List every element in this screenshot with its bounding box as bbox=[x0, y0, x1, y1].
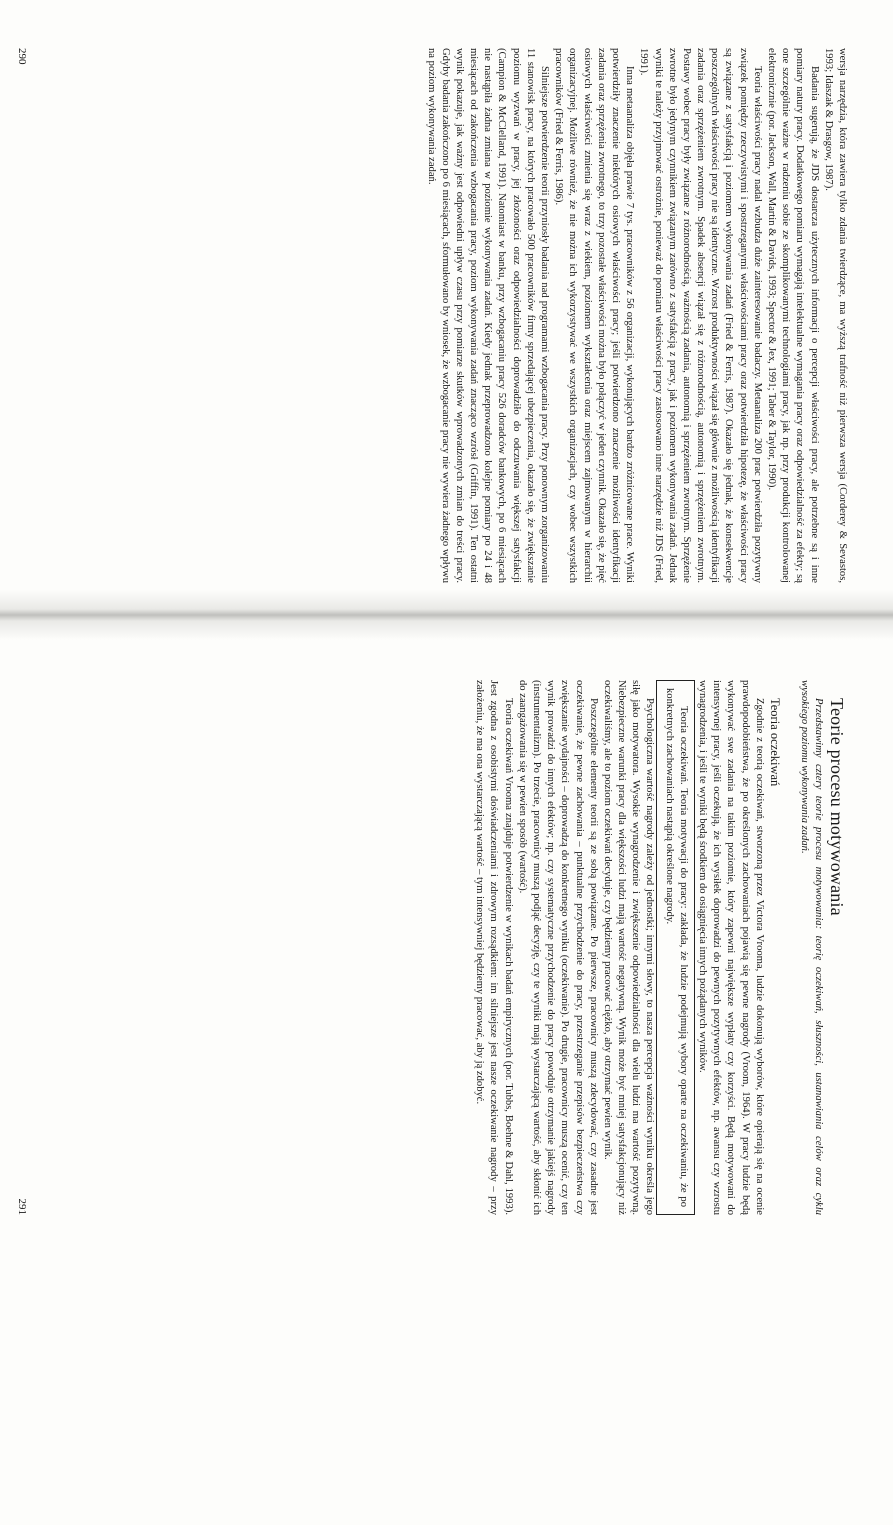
section-intro: Przedstawimy cztery teorie procesu motywowania: teorię oczekiwań, słuszności, ustanawiania celów oraz cyklu wysokiego poziomu wykonywania zadań. bbox=[798, 680, 824, 1215]
definition-box: Teoria oczekiwań. Teoria motywacji do pracy: zakłada, że ludzie podejmują wybory oparte na oczekiwaniu, że po konkretnych zachowaniach nastąpią określone nagrody. bbox=[656, 680, 694, 1215]
right-page-content bbox=[0, 632, 893, 1263]
paragraph: wersja narzędzia, która zawiera tylko zdania twierdzące, ma wyższą trafność niż pierwsza wersja (Corderey & Sevastos, 1993; Idaszak & Drasgow, 1987). bbox=[822, 48, 848, 583]
subsection-heading: Teoria oczekiwań bbox=[767, 698, 782, 787]
paragraph: Teoria oczekiwań Vrooma znajduje potwierdzenie w wynikach badań empirycznych (por. Tubbs, Boehne & Dahl, 1993). Jest zgodna z osobistymi doświadczeniami i zdrowym rozsądkiem: im silniejsze jest nasze oczekiwanie nagrody – przy założeniu, że ma ona wystarczającą wartość – tym intensywniej będziemy pracować, aby ją zdobyć. bbox=[474, 680, 514, 1215]
page-number: 290 bbox=[15, 48, 28, 65]
paragraph: Silniejsze potwierdzenie teorii przyniosły badania nad programami wzbogacania pracy. Przy ponownym zorganizowaniu 11 stanowisk pracy, na których pracowało 500 pracowników firmy sprzedającej ubezpieczenia, okazało się, że zwiększanie poziomu wyzwań w pracy, jej złożoności oraz odpowiedzialności doprowadziło do odczuwania większej satysfakcji (Campion & McClelland, 1991). Natomiast w banku, przy wzbogacaniu pracy 526 doradców bankowych, po 6 miesiącach nie nastąpiła żadna zmiana w poziomie wykonywania zadań. Kiedy jednak przeprowadzono kolejne pomiary po 24 i 48 miesiącach od zakończenia wzbogacania pracy, poziom wykonywania zadań znacząco wzrósł (Griffin, 1991). Ten ostatni wynik pokazuje, jak ważny jest odpowiedni upływ czasu przy pomiarze skutków wprowadzonych zmian do treści pracy. Gdyby badania zakończono po 6 miesiącach, sformułowano by wniosek, że wzbogacanie pracy nie wywiera żadnego wpływu na poziom wykonywania zadań. bbox=[425, 48, 551, 583]
paragraph: Psychologiczna wartość nagrody zależy od jednostki; innymi słowy, to nasza percepcja ważności wyniku określa jego siłę jako motywatora. Wysokie wynagrodzenie i zwiększenie odpowiedzialności dla wielu ludzi ma wartość pozytywną. Niebezpieczne warunki pracy dla większości ludzi mają wartość negatywną. Wynik może być mniej satysfakcjonujący niż oczekiwaliśmy, ale to poziom oczekiwań decyduje, czy będziemy pracować ciężko, aby otrzymać pewien wynik. bbox=[601, 680, 656, 1215]
paragraph: Zgodnie z teorią oczekiwań, stworzoną przez Victora Vrooma, ludzie dokonują wyborów, które opierają się na ocenie prawdopodobieństwa, że po określonych zachowaniach pojawią się pewne nagrody (Vroom, 1964). W pracy ludzie będą wykonywać swe zadania na takim poziomie, który zapewni największe wypłaty czy korzyści. Będą motywowani do intensywnej pracy, jeśli oczekują, że ich wysiłek doprowadzi do pewnych pozytywnych efektów, np. awansu czy wzrostu wynagrodzenia, i jeśli te wyniki będą środkiem do osiągnięcia innych pożądanych wyników. bbox=[697, 680, 765, 1215]
paragraph: Teoria właściwości pracy nadal wzbudza duże zainteresowanie badaczy. Metaanaliza 200 prac potwierdziła pozytywny związek pomiędzy rzeczywistymi i spostrzeganymi właściwościami pracy oraz potwierdziła hipotezę, że właściwości pracy są związane z satysfakcją i poziomem wykonywania zadań (Fried & Ferris, 1987). Okazało się jednak, że konsekwencje poszczególnych właściwości pracy nie są identyczne. Wzrost produktywności wiązał się głównie z możliwością identyfikacji zadania oraz sprzężeniem zwrotnym. Spadek absencji wiązał się z różnorodnością, autonomią i sprzężeniem zwrotnym. Postawy wobec pracy były związane z różnorodnością, ważnością zadania, autonomią i sprzężeniem zwrotnym. Sprzężenie zwrotne było jedynym czynnikiem związanym zarówno z satysfakcją z pracy, jak i poziomem wykonywania zadań. Jednak wyniki te należy przyjmować ostrożnie, ponieważ do pomiaru właściwości pracy zastosowano inne narzędzie niż JDS (Fried, 1991). bbox=[638, 48, 763, 583]
page-number: 291 bbox=[15, 1198, 28, 1215]
paragraph: Inna metaanaliza objęła prawie 7 tys. pracowników z 56 organizacji, wykonujących bardzo zróżnicowane prace. Wyniki potwierdziły znaczenie niektórych osiowych właściwości pracy; jeśli potwierdzono znaczenie możliwości identyfikacji zadania oraz sprzężenia zwrotnego, to trzy pozostałe właściwości można było połączyć w jeden czynnik. Okazało się, że pięć osiowych właściwości zmienia się wraz z wiekiem, poziomem wykształcenia oraz miejscem zajmowanym w hierarchii organizacyjnej. Możliwe również, że nie można ich wykorzystywać we wszystkich organizacjach, czy wobec wszystkich pracowników (Fried & Ferris, 1986). bbox=[553, 48, 636, 583]
section-heading: Teorie procesu motywowania bbox=[827, 698, 847, 916]
paragraph: Poszczególne elementy teorii są ze sobą powiązane. Po pierwsze, pracownicy muszą zdecydować, czy zasadne jest oczekiwanie, że pewne zachowania – punktualne przychodzenie do pracy, przestrzeganie przepisów bezpieczeństwa czy zwiększanie wydajności – doprowadzą do konkretnego wyniku (oczekiwanie). Po drugie, pracownicy muszą ocenić, czy ten wynik prowadzi do innych efektów; np. czy systematyczne przychodzenie do pracy powoduje otrzymanie jakiejś nagrody (instrumentalizm). Po trzecie, pracownicy muszą podjąć decyzję, czy te wyniki mają wystarczającą wartość, aby skłonić ich do zaangażowania się w pewien sposób (wartość). bbox=[516, 680, 599, 1215]
left-page-content bbox=[0, 0, 893, 631]
paragraph: Badania sugerują, że JDS dostarcza użytecznych informacji o percepcji właściwości pracy, ale potrzebne są i inne pomiary natury pracy. Dodatkowego pomiaru wymagają intelektualne wymagania pracy oraz odpowiedzialność za efekty; są one szczególnie ważne w radzeniu sobie ze skomplikowanymi technologiami pracy, jak np. przy produkcji kontrolowanej elektronicznie (por. Jackson, Wall, Martin & Davids, 1993; Spector & Jex, 1991; Taber & Taylor, 1990). bbox=[766, 48, 820, 583]
